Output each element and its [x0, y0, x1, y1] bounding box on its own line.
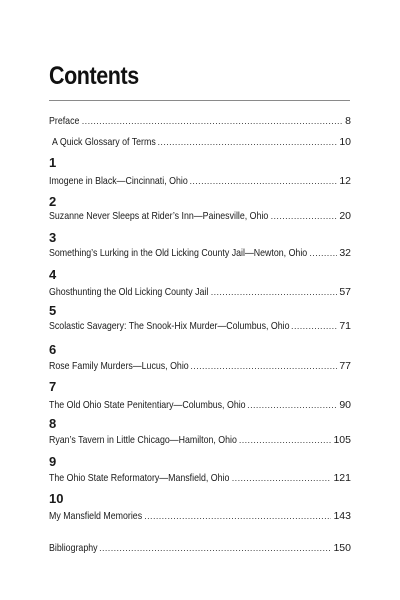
toc-entry-chapter-10 — [49, 510, 351, 523]
dot-leader — [189, 175, 337, 188]
toc-entry-page: 105 — [333, 434, 351, 446]
toc-entry-chapter-7 — [49, 399, 351, 412]
dot-leader — [239, 434, 332, 447]
toc-entry-page: 143 — [333, 510, 351, 522]
toc-entry-page: 12 — [339, 175, 351, 187]
toc-entry-chapter-6 — [49, 360, 351, 373]
chapter-number: 10 — [49, 491, 64, 506]
dot-leader — [309, 247, 337, 260]
toc-entry-page: 150 — [333, 542, 351, 554]
toc-entry-title: Ghosthunting the Old Licking County Jail — [49, 286, 209, 298]
toc-entry-page: 77 — [339, 360, 351, 372]
toc-entry-title: My Mansfield Memories — [49, 510, 143, 522]
toc-entry-chapter-4 — [49, 286, 351, 299]
chapter-number: 1 — [49, 155, 57, 170]
toc-entry-title: Ryan’s Tavern in Little Chicago—Hamilton, Ohio — [49, 434, 237, 446]
toc-entry-title: Imogene in Black—Cincinnati, Ohio — [49, 175, 188, 187]
toc-entry-preface — [49, 115, 351, 128]
dot-leader — [190, 360, 337, 373]
dot-leader — [211, 286, 338, 299]
toc-entry-page: 20 — [339, 210, 351, 222]
dot-leader — [158, 136, 338, 149]
chapter-number: 9 — [49, 454, 57, 469]
toc-entry-title: Bibliography — [49, 542, 98, 554]
dot-leader — [82, 115, 343, 128]
toc-entry-chapter-8 — [49, 434, 351, 447]
toc-entry-page: 8 — [345, 115, 351, 127]
dot-leader — [247, 399, 337, 412]
title-divider — [49, 100, 350, 101]
dot-leader — [271, 210, 338, 223]
toc-entry-title: A Quick Glossary of Terms — [52, 136, 156, 148]
chapter-number: 2 — [49, 194, 57, 209]
dot-leader — [232, 472, 332, 485]
toc-entry-chapter-1 — [49, 175, 351, 188]
dot-leader — [144, 510, 331, 523]
toc-entry-page: 57 — [339, 286, 351, 298]
dot-leader — [99, 542, 331, 555]
chapter-number: 6 — [49, 342, 57, 357]
toc-entry-title: Something’s Lurking in the Old Licking County Jail—Newton, Ohio — [49, 247, 308, 259]
toc-entry-page: 121 — [333, 472, 351, 484]
toc-entry-title: The Ohio State Reformatory—Mansfield, Ohio — [49, 472, 230, 484]
toc-entry-page: 10 — [339, 136, 351, 148]
toc-entry-page: 32 — [339, 247, 351, 259]
chapter-number: 8 — [49, 416, 57, 431]
toc-entry-title: Suzanne Never Sleeps at Rider’s Inn—Painesville, Ohio — [49, 210, 269, 222]
toc-entry-title: Preface — [49, 115, 80, 127]
chapter-number: 7 — [49, 379, 57, 394]
chapter-number: 3 — [49, 230, 57, 245]
toc-entry-chapter-9 — [49, 472, 351, 485]
toc-entry-title: Scolastic Savagery: The Snook-Hix Murder—Columbus, Ohio — [49, 320, 290, 332]
toc-entry-chapter-3 — [49, 247, 351, 260]
dot-leader — [291, 320, 337, 333]
toc-entry-chapter-5 — [49, 320, 351, 333]
toc-entry-title: Rose Family Murders—Lucus, Ohio — [49, 360, 189, 372]
toc-entry-chapter-2 — [49, 210, 351, 223]
chapter-number: 5 — [49, 303, 57, 318]
toc-entry-bibliography — [49, 542, 351, 555]
chapter-number: 4 — [49, 267, 57, 282]
page-title: Contents — [49, 62, 139, 90]
toc-entry-glossary — [52, 136, 351, 149]
toc-entry-page: 71 — [339, 320, 351, 332]
toc-entry-title: The Old Ohio State Penitentiary—Columbus, Ohio — [49, 399, 246, 411]
toc-entry-page: 90 — [339, 399, 351, 411]
